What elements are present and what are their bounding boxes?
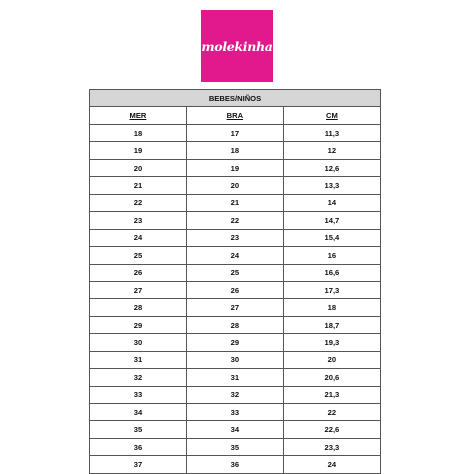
cell-cm: 19,3	[283, 334, 380, 351]
table-row	[90, 247, 381, 264]
brand-logo-text: molekinha	[201, 38, 273, 54]
cell-cm: 12,6	[283, 159, 380, 176]
table-row	[90, 386, 381, 403]
table-row	[90, 299, 381, 316]
table-row	[90, 264, 381, 281]
cell-cm: 18,7	[283, 316, 380, 333]
cell-mer: 20	[90, 159, 187, 176]
table-row	[90, 212, 381, 229]
table-row	[90, 142, 381, 159]
cell-mer: 19	[90, 142, 187, 159]
cell-cm: 23,3	[283, 438, 380, 455]
table-row	[90, 194, 381, 211]
cell-bra: 29	[186, 334, 283, 351]
cell-mer: 36	[90, 438, 187, 455]
cell-mer: 32	[90, 369, 187, 386]
cell-bra: 19	[186, 159, 283, 176]
cell-mer: 34	[90, 404, 187, 421]
cell-mer: 22	[90, 194, 187, 211]
cell-cm: 22	[283, 404, 380, 421]
cell-bra: 31	[186, 369, 283, 386]
table-row	[90, 421, 381, 438]
table-row	[90, 369, 381, 386]
cell-mer: 33	[90, 386, 187, 403]
cell-mer: 35	[90, 421, 187, 438]
cell-cm: 17,3	[283, 281, 380, 298]
cell-bra: 22	[186, 212, 283, 229]
cell-bra: 36	[186, 456, 283, 473]
column-header-mer: MER	[90, 107, 187, 125]
table-row	[90, 351, 381, 368]
column-header-cm: CM	[283, 107, 380, 125]
cell-cm: 22,6	[283, 421, 380, 438]
cell-mer: 23	[90, 212, 187, 229]
cell-bra: 20	[186, 177, 283, 194]
table-row	[90, 177, 381, 194]
cell-bra: 25	[186, 264, 283, 281]
cell-mer: 28	[90, 299, 187, 316]
column-header-bra: BRA	[186, 107, 283, 125]
cell-cm: 14,7	[283, 212, 380, 229]
cell-mer: 21	[90, 177, 187, 194]
table-row	[90, 404, 381, 421]
cell-bra: 23	[186, 229, 283, 246]
cell-bra: 34	[186, 421, 283, 438]
table-row	[90, 229, 381, 246]
cell-cm: 16	[283, 247, 380, 264]
cell-bra: 17	[186, 125, 283, 142]
table-row	[90, 125, 381, 142]
cell-mer: 18	[90, 125, 187, 142]
cell-bra: 28	[186, 316, 283, 333]
cell-bra: 21	[186, 194, 283, 211]
cell-cm: 18	[283, 299, 380, 316]
cell-cm: 16,6	[283, 264, 380, 281]
cell-cm: 24	[283, 456, 380, 473]
table-row	[90, 281, 381, 298]
cell-cm: 13,3	[283, 177, 380, 194]
cell-cm: 20	[283, 351, 380, 368]
cell-cm: 14	[283, 194, 380, 211]
cell-cm: 21,3	[283, 386, 380, 403]
cell-bra: 18	[186, 142, 283, 159]
cell-bra: 35	[186, 438, 283, 455]
table-row	[90, 159, 381, 176]
cell-mer: 24	[90, 229, 187, 246]
cell-mer: 31	[90, 351, 187, 368]
cell-bra: 26	[186, 281, 283, 298]
cell-cm: 11,3	[283, 125, 380, 142]
cell-mer: 29	[90, 316, 187, 333]
table-body	[90, 125, 381, 474]
table-row	[90, 334, 381, 351]
cell-cm: 12	[283, 142, 380, 159]
cell-mer: 27	[90, 281, 187, 298]
size-chart-table	[89, 89, 381, 474]
table-title: BEBES/NIÑOS	[90, 90, 381, 107]
table-row	[90, 316, 381, 333]
table-row	[90, 456, 381, 473]
cell-bra: 24	[186, 247, 283, 264]
cell-cm: 20,6	[283, 369, 380, 386]
cell-bra: 32	[186, 386, 283, 403]
table-title-row	[90, 90, 381, 107]
table-header-row	[90, 107, 381, 125]
cell-mer: 37	[90, 456, 187, 473]
cell-mer: 30	[90, 334, 187, 351]
cell-mer: 25	[90, 247, 187, 264]
table-row	[90, 438, 381, 455]
brand-logo	[201, 10, 273, 82]
cell-mer: 26	[90, 264, 187, 281]
cell-bra: 33	[186, 404, 283, 421]
cell-cm: 15,4	[283, 229, 380, 246]
cell-bra: 30	[186, 351, 283, 368]
cell-bra: 27	[186, 299, 283, 316]
